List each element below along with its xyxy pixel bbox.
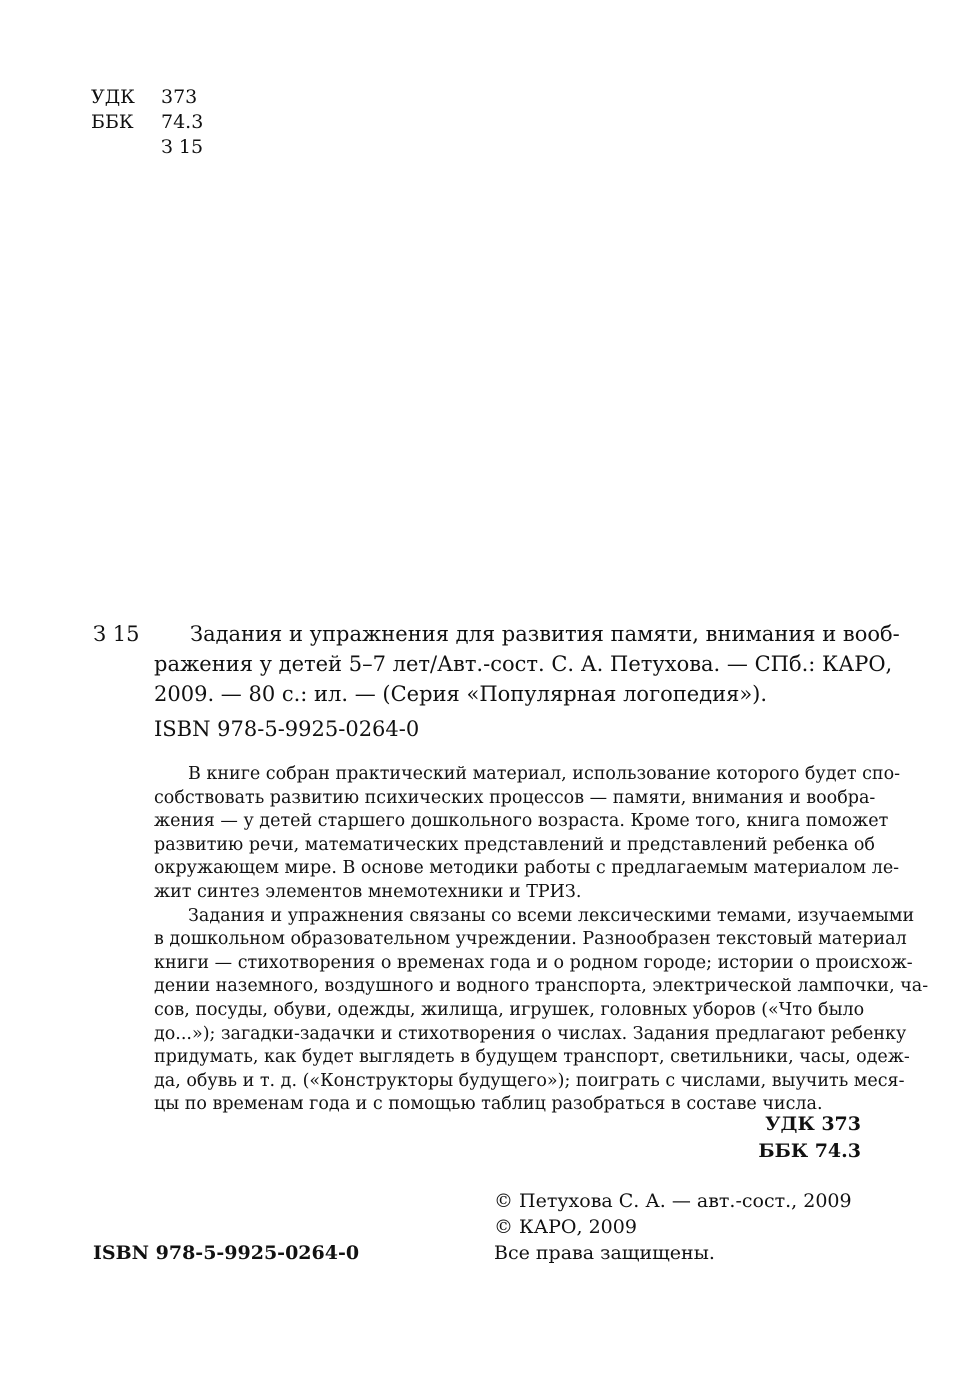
rights-reserved: Все права защищены. [494, 1242, 715, 1264]
biblio-line: 2009. — 80 с.: ил. — (Серия «Популярная логопедия»). [154, 682, 768, 706]
bbk-top-row [91, 110, 203, 135]
abstract-line: цы по временам года и с помощью таблиц разобраться в составе числа. [154, 1094, 823, 1115]
bibliographic-description [154, 619, 900, 709]
abstract-line: придумать, как будет выглядеть в будущем транспорт, светильники, часы, одеж- [154, 1047, 910, 1068]
classification-codes [758, 1111, 861, 1165]
isbn-record: ISBN 978-5-9925-0264-0 [154, 717, 420, 741]
author-mark-top: З 15 [161, 136, 204, 158]
abstract-line: дении наземного, воздушного и водного транспорта, электрической лампочки, ча- [154, 976, 929, 997]
udk-top-label: УДК [91, 86, 135, 108]
abstract-line: окружающем мире. В основе методики работы с предлагаемым материалом ле- [154, 858, 900, 879]
abstract-line: сов, посуды, обуви, одежды, жилища, игрушек, головных уборов («Что было [154, 999, 865, 1020]
abstract [154, 763, 929, 1117]
bbk-code: ББК 74.3 [758, 1140, 861, 1162]
abstract-line: до...»); загадки-задачки и стихотворения о числах. Задания предлагают ребенку [154, 1023, 907, 1044]
bbk-top-value: 74.3 [161, 111, 204, 133]
copyright-author: © Петухова С. А. — авт.-сост., 2009 [494, 1190, 852, 1212]
bbk-top-label: ББК [91, 111, 134, 133]
biblio-line: Задания и упражнения для развития памяти, внимания и вооб- [190, 622, 900, 646]
abstract-line: Задания и упражнения связаны со всеми лексическими темами, изучаемыми [188, 905, 915, 926]
abstract-line: собствовать развитию психических процессов — памяти, внимания и вообра- [154, 787, 876, 808]
udk-top-row [91, 85, 197, 110]
udk-code: УДК 373 [765, 1113, 861, 1135]
biblio-line: ражения у детей 5–7 лет/Авт.-сост. С. А. Петухова. — СПб.: КАРО, [154, 652, 893, 676]
isbn-footer: ISBN 978-5-9925-0264-0 [93, 1242, 360, 1264]
abstract-line: в дошкольном образовательном учреждении. Разнообразен текстовый материал [154, 929, 907, 950]
author-mark: З 15 [93, 622, 140, 646]
abstract-line: книги — стихотворения о временах года и о родном городе; истории о происхож- [154, 952, 913, 973]
copyright-block [494, 1188, 852, 1266]
abstract-line: развитию речи, математических представлений и представлений ребенка об [154, 834, 875, 855]
abstract-line: В книге собран практический материал, использование которого будет спо- [188, 764, 901, 784]
abstract-line: да, обувь и т. д. («Конструкторы будущего»); поиграть с числами, выучить меся- [154, 1070, 905, 1091]
abstract-line: жит синтез элементов мнемотехники и ТРИЗ. [154, 881, 582, 902]
udk-top-value: 373 [161, 86, 198, 108]
copyright-publisher: © КАРО, 2009 [494, 1216, 637, 1238]
abstract-line: жения — у детей старшего дошкольного возраста. Кроме того, книга поможет [154, 811, 889, 832]
